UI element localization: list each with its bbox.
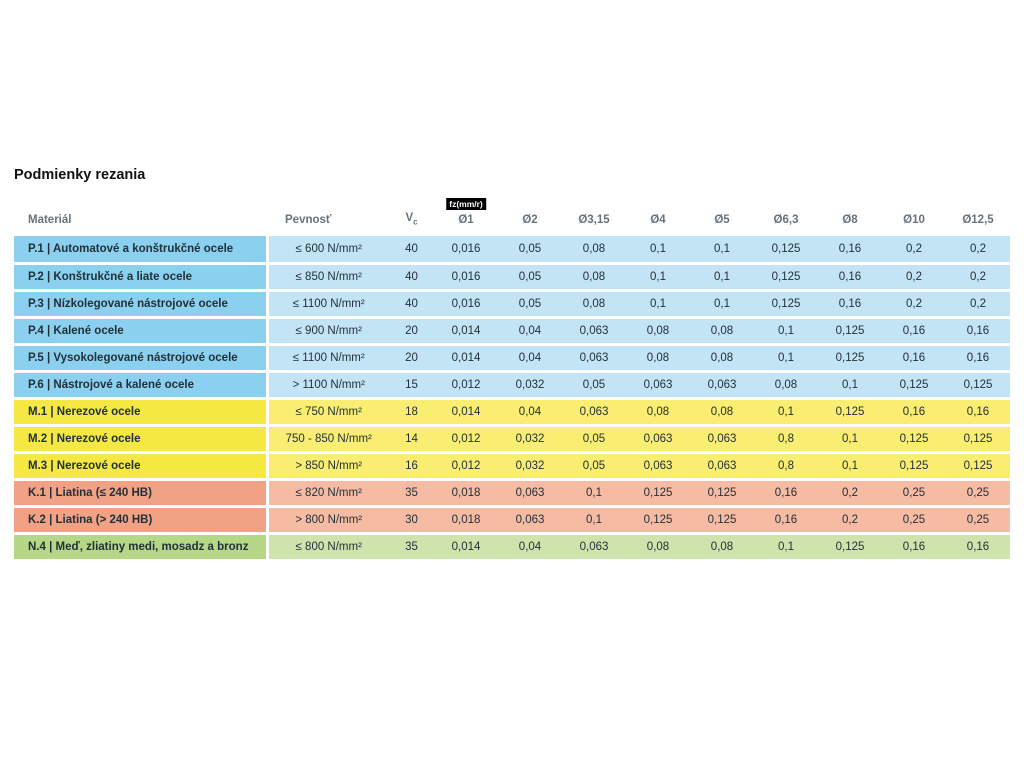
fz-value-cell: 0,08 — [626, 344, 690, 371]
vc-subscript: c — [413, 217, 418, 226]
fz-value-cell: 0,1 — [754, 533, 818, 560]
fz-value-cell: 0,16 — [946, 398, 1010, 425]
page-title: Podmienky rezania — [14, 167, 146, 183]
material-cell: K.2 | Liatina (> 240 HB) — [14, 506, 267, 533]
table-body — [14, 236, 1010, 560]
material-cell: P.5 | Vysokolegované nástrojové ocele — [14, 344, 267, 371]
strength-cell: > 1100 N/mm² — [267, 371, 389, 398]
fz-value-cell: 0,063 — [690, 371, 754, 398]
fz-value-cell: 0,125 — [882, 371, 946, 398]
material-cell: M.2 | Nerezové ocele — [14, 425, 267, 452]
column-header-strength: Pevnosť — [285, 214, 332, 226]
cutting-conditions-table — [14, 198, 1010, 562]
fz-value-cell: 0,2 — [882, 263, 946, 290]
fz-value-cell: 0,08 — [626, 398, 690, 425]
table-row — [14, 398, 1010, 425]
fz-value-cell: 0,012 — [434, 425, 498, 452]
fz-value-cell: 0,063 — [562, 398, 626, 425]
column-header-diameter-3 — [562, 198, 626, 236]
fz-value-cell: 0,08 — [562, 290, 626, 317]
fz-value-cell: 0,08 — [690, 344, 754, 371]
vc-cell: 40 — [389, 236, 434, 263]
strength-cell: 750 - 850 N/mm² — [267, 425, 389, 452]
vc-label: V — [405, 211, 414, 224]
vc-cell: 35 — [389, 479, 434, 506]
fz-value-cell: 0,05 — [562, 371, 626, 398]
fz-value-cell: 0,1 — [818, 425, 882, 452]
fz-value-cell: 0,125 — [754, 290, 818, 317]
fz-value-cell: 0,08 — [754, 371, 818, 398]
vc-cell: 16 — [389, 452, 434, 479]
strength-cell: ≤ 750 N/mm² — [267, 398, 389, 425]
fz-value-cell: 0,032 — [498, 371, 562, 398]
fz-value-cell: 0,08 — [626, 533, 690, 560]
fz-value-cell: 0,08 — [562, 236, 626, 263]
material-cell: P.6 | Nástrojové a kalené ocele — [14, 371, 267, 398]
fz-value-cell: 0,1 — [690, 236, 754, 263]
fz-value-cell: 0,125 — [754, 263, 818, 290]
fz-value-cell: 0,16 — [882, 317, 946, 344]
fz-value-cell: 0,16 — [818, 263, 882, 290]
fz-value-cell: 0,2 — [946, 263, 1010, 290]
column-header-diameter-5 — [690, 198, 754, 236]
fz-value-cell: 0,25 — [882, 479, 946, 506]
fz-value-cell: 0,04 — [498, 398, 562, 425]
fz-value-cell: 0,08 — [690, 398, 754, 425]
fz-value-cell: 0,1 — [754, 317, 818, 344]
vc-cell: 30 — [389, 506, 434, 533]
strength-cell: ≤ 820 N/mm² — [267, 479, 389, 506]
fz-value-cell: 0,012 — [434, 371, 498, 398]
fz-value-cell: 0,05 — [498, 236, 562, 263]
fz-value-cell: 0,016 — [434, 263, 498, 290]
fz-value-cell: 0,016 — [434, 290, 498, 317]
fz-value-cell: 0,04 — [498, 344, 562, 371]
table-row — [14, 263, 1010, 290]
fz-value-cell: 0,16 — [818, 290, 882, 317]
fz-value-cell: 0,063 — [498, 479, 562, 506]
table-row — [14, 533, 1010, 560]
material-cell: P.3 | Nízkolegované nástrojové ocele — [14, 290, 267, 317]
fz-value-cell: 0,25 — [946, 479, 1010, 506]
fz-value-cell: 0,063 — [498, 506, 562, 533]
fz-value-cell: 0,012 — [434, 452, 498, 479]
material-cell: N.4 | Meď, zliatiny medi, mosadz a bronz — [14, 533, 267, 560]
material-cell: P.1 | Automatové a konštrukčné ocele — [14, 236, 267, 263]
fz-value-cell: 0,1 — [562, 479, 626, 506]
diameter-label: Ø6,3 — [773, 214, 799, 226]
strength-cell: > 850 N/mm² — [267, 452, 389, 479]
fz-value-cell: 0,16 — [946, 533, 1010, 560]
fz-value-cell: 0,014 — [434, 533, 498, 560]
fz-value-cell: 0,014 — [434, 317, 498, 344]
fz-value-cell: 0,063 — [562, 344, 626, 371]
fz-value-cell: 0,032 — [498, 452, 562, 479]
vc-cell: 18 — [389, 398, 434, 425]
fz-value-cell: 0,125 — [754, 236, 818, 263]
fz-value-cell: 0,2 — [946, 290, 1010, 317]
column-header-material: Materiál — [28, 214, 72, 226]
fz-value-cell: 0,1 — [818, 371, 882, 398]
strength-cell: ≤ 1100 N/mm² — [267, 344, 389, 371]
diameter-label: Ø8 — [842, 214, 858, 226]
fz-value-cell: 0,125 — [690, 479, 754, 506]
fz-value-cell: 0,8 — [754, 425, 818, 452]
vc-cell: 40 — [389, 263, 434, 290]
fz-value-cell: 0,04 — [498, 533, 562, 560]
fz-value-cell: 0,8 — [754, 452, 818, 479]
fz-value-cell: 0,25 — [882, 506, 946, 533]
strength-cell: ≤ 800 N/mm² — [267, 533, 389, 560]
fz-value-cell: 0,04 — [498, 317, 562, 344]
fz-value-cell: 0,1 — [818, 452, 882, 479]
column-header-diameter-9 — [946, 198, 1010, 236]
fz-value-cell: 0,16 — [882, 398, 946, 425]
table-row — [14, 371, 1010, 398]
column-header-diameter-1 — [434, 198, 498, 236]
material-cell: K.1 | Liatina (≤ 240 HB) — [14, 479, 267, 506]
fz-value-cell: 0,063 — [626, 371, 690, 398]
table-row — [14, 290, 1010, 317]
table-header-row — [14, 198, 1010, 236]
fz-value-cell: 0,2 — [818, 479, 882, 506]
fz-value-cell: 0,063 — [562, 317, 626, 344]
diameter-label: Ø10 — [903, 214, 925, 226]
fz-value-cell: 0,014 — [434, 344, 498, 371]
strength-cell: ≤ 850 N/mm² — [267, 263, 389, 290]
material-cell: M.3 | Nerezové ocele — [14, 452, 267, 479]
fz-value-cell: 0,063 — [690, 452, 754, 479]
fz-value-cell: 0,1 — [754, 344, 818, 371]
fz-value-cell: 0,16 — [818, 236, 882, 263]
fz-value-cell: 0,16 — [946, 317, 1010, 344]
fz-value-cell: 0,1 — [626, 263, 690, 290]
fz-value-cell: 0,16 — [946, 344, 1010, 371]
fz-value-cell: 0,125 — [882, 452, 946, 479]
table-row — [14, 425, 1010, 452]
table-row — [14, 344, 1010, 371]
strength-cell: ≤ 600 N/mm² — [267, 236, 389, 263]
fz-value-cell: 0,125 — [946, 371, 1010, 398]
fz-value-cell: 0,05 — [498, 290, 562, 317]
strength-cell: ≤ 1100 N/mm² — [267, 290, 389, 317]
fz-value-cell: 0,125 — [818, 398, 882, 425]
fz-value-cell: 0,063 — [626, 452, 690, 479]
diameter-label: Ø1 — [458, 214, 474, 226]
fz-value-cell: 0,16 — [754, 479, 818, 506]
fz-unit-badge: fz(mm/r) — [446, 198, 486, 210]
fz-value-cell: 0,08 — [690, 317, 754, 344]
fz-value-cell: 0,1 — [626, 290, 690, 317]
fz-value-cell: 0,08 — [690, 533, 754, 560]
fz-value-cell: 0,1 — [690, 263, 754, 290]
fz-value-cell: 0,125 — [882, 425, 946, 452]
column-header-diameter-4 — [626, 198, 690, 236]
vc-cell: 35 — [389, 533, 434, 560]
fz-value-cell: 0,063 — [690, 425, 754, 452]
fz-value-cell: 0,1 — [754, 398, 818, 425]
fz-value-cell: 0,125 — [690, 506, 754, 533]
diameter-label: Ø12,5 — [962, 214, 994, 226]
fz-value-cell: 0,08 — [562, 263, 626, 290]
fz-value-cell: 0,1 — [626, 236, 690, 263]
diameter-label: Ø4 — [650, 214, 666, 226]
fz-value-cell: 0,125 — [946, 425, 1010, 452]
diameter-label: Ø2 — [522, 214, 538, 226]
fz-value-cell: 0,2 — [946, 236, 1010, 263]
table-row — [14, 506, 1010, 533]
fz-value-cell: 0,16 — [754, 506, 818, 533]
table-row — [14, 479, 1010, 506]
fz-value-cell: 0,125 — [818, 317, 882, 344]
fz-value-cell: 0,016 — [434, 236, 498, 263]
fz-value-cell: 0,2 — [882, 290, 946, 317]
fz-value-cell: 0,05 — [562, 425, 626, 452]
fz-value-cell: 0,2 — [818, 506, 882, 533]
fz-value-cell: 0,08 — [626, 317, 690, 344]
fz-value-cell: 0,25 — [946, 506, 1010, 533]
fz-value-cell: 0,018 — [434, 479, 498, 506]
vc-cell: 15 — [389, 371, 434, 398]
vc-cell: 20 — [389, 317, 434, 344]
table-row — [14, 317, 1010, 344]
material-cell: P.4 | Kalené ocele — [14, 317, 267, 344]
vc-cell: 20 — [389, 344, 434, 371]
fz-value-cell: 0,125 — [818, 533, 882, 560]
fz-value-cell: 0,014 — [434, 398, 498, 425]
fz-value-cell: 0,125 — [626, 506, 690, 533]
fz-value-cell: 0,2 — [882, 236, 946, 263]
fz-value-cell: 0,1 — [690, 290, 754, 317]
strength-cell: ≤ 900 N/mm² — [267, 317, 389, 344]
fz-value-cell: 0,032 — [498, 425, 562, 452]
diameter-label: Ø3,15 — [578, 214, 610, 226]
fz-value-cell: 0,125 — [626, 479, 690, 506]
diameter-label: Ø5 — [714, 214, 730, 226]
material-cell: M.1 | Nerezové ocele — [14, 398, 267, 425]
vc-cell: 14 — [389, 425, 434, 452]
column-header-diameter-8 — [882, 198, 946, 236]
fz-value-cell: 0,1 — [562, 506, 626, 533]
fz-value-cell: 0,05 — [562, 452, 626, 479]
fz-value-cell: 0,16 — [882, 533, 946, 560]
table-row — [14, 236, 1010, 263]
column-header-diameter-2 — [498, 198, 562, 236]
fz-value-cell: 0,125 — [946, 452, 1010, 479]
fz-value-cell: 0,16 — [882, 344, 946, 371]
fz-value-cell: 0,125 — [818, 344, 882, 371]
fz-value-cell: 0,05 — [498, 263, 562, 290]
vc-cell: 40 — [389, 290, 434, 317]
column-header-vc — [389, 198, 434, 236]
column-header-diameter-7 — [818, 198, 882, 236]
column-header-diameter-6 — [754, 198, 818, 236]
table-row — [14, 452, 1010, 479]
fz-value-cell: 0,063 — [562, 533, 626, 560]
fz-value-cell: 0,063 — [626, 425, 690, 452]
fz-value-cell: 0,018 — [434, 506, 498, 533]
strength-cell: > 800 N/mm² — [267, 506, 389, 533]
material-cell: P.2 | Konštrukčné a liate ocele — [14, 263, 267, 290]
